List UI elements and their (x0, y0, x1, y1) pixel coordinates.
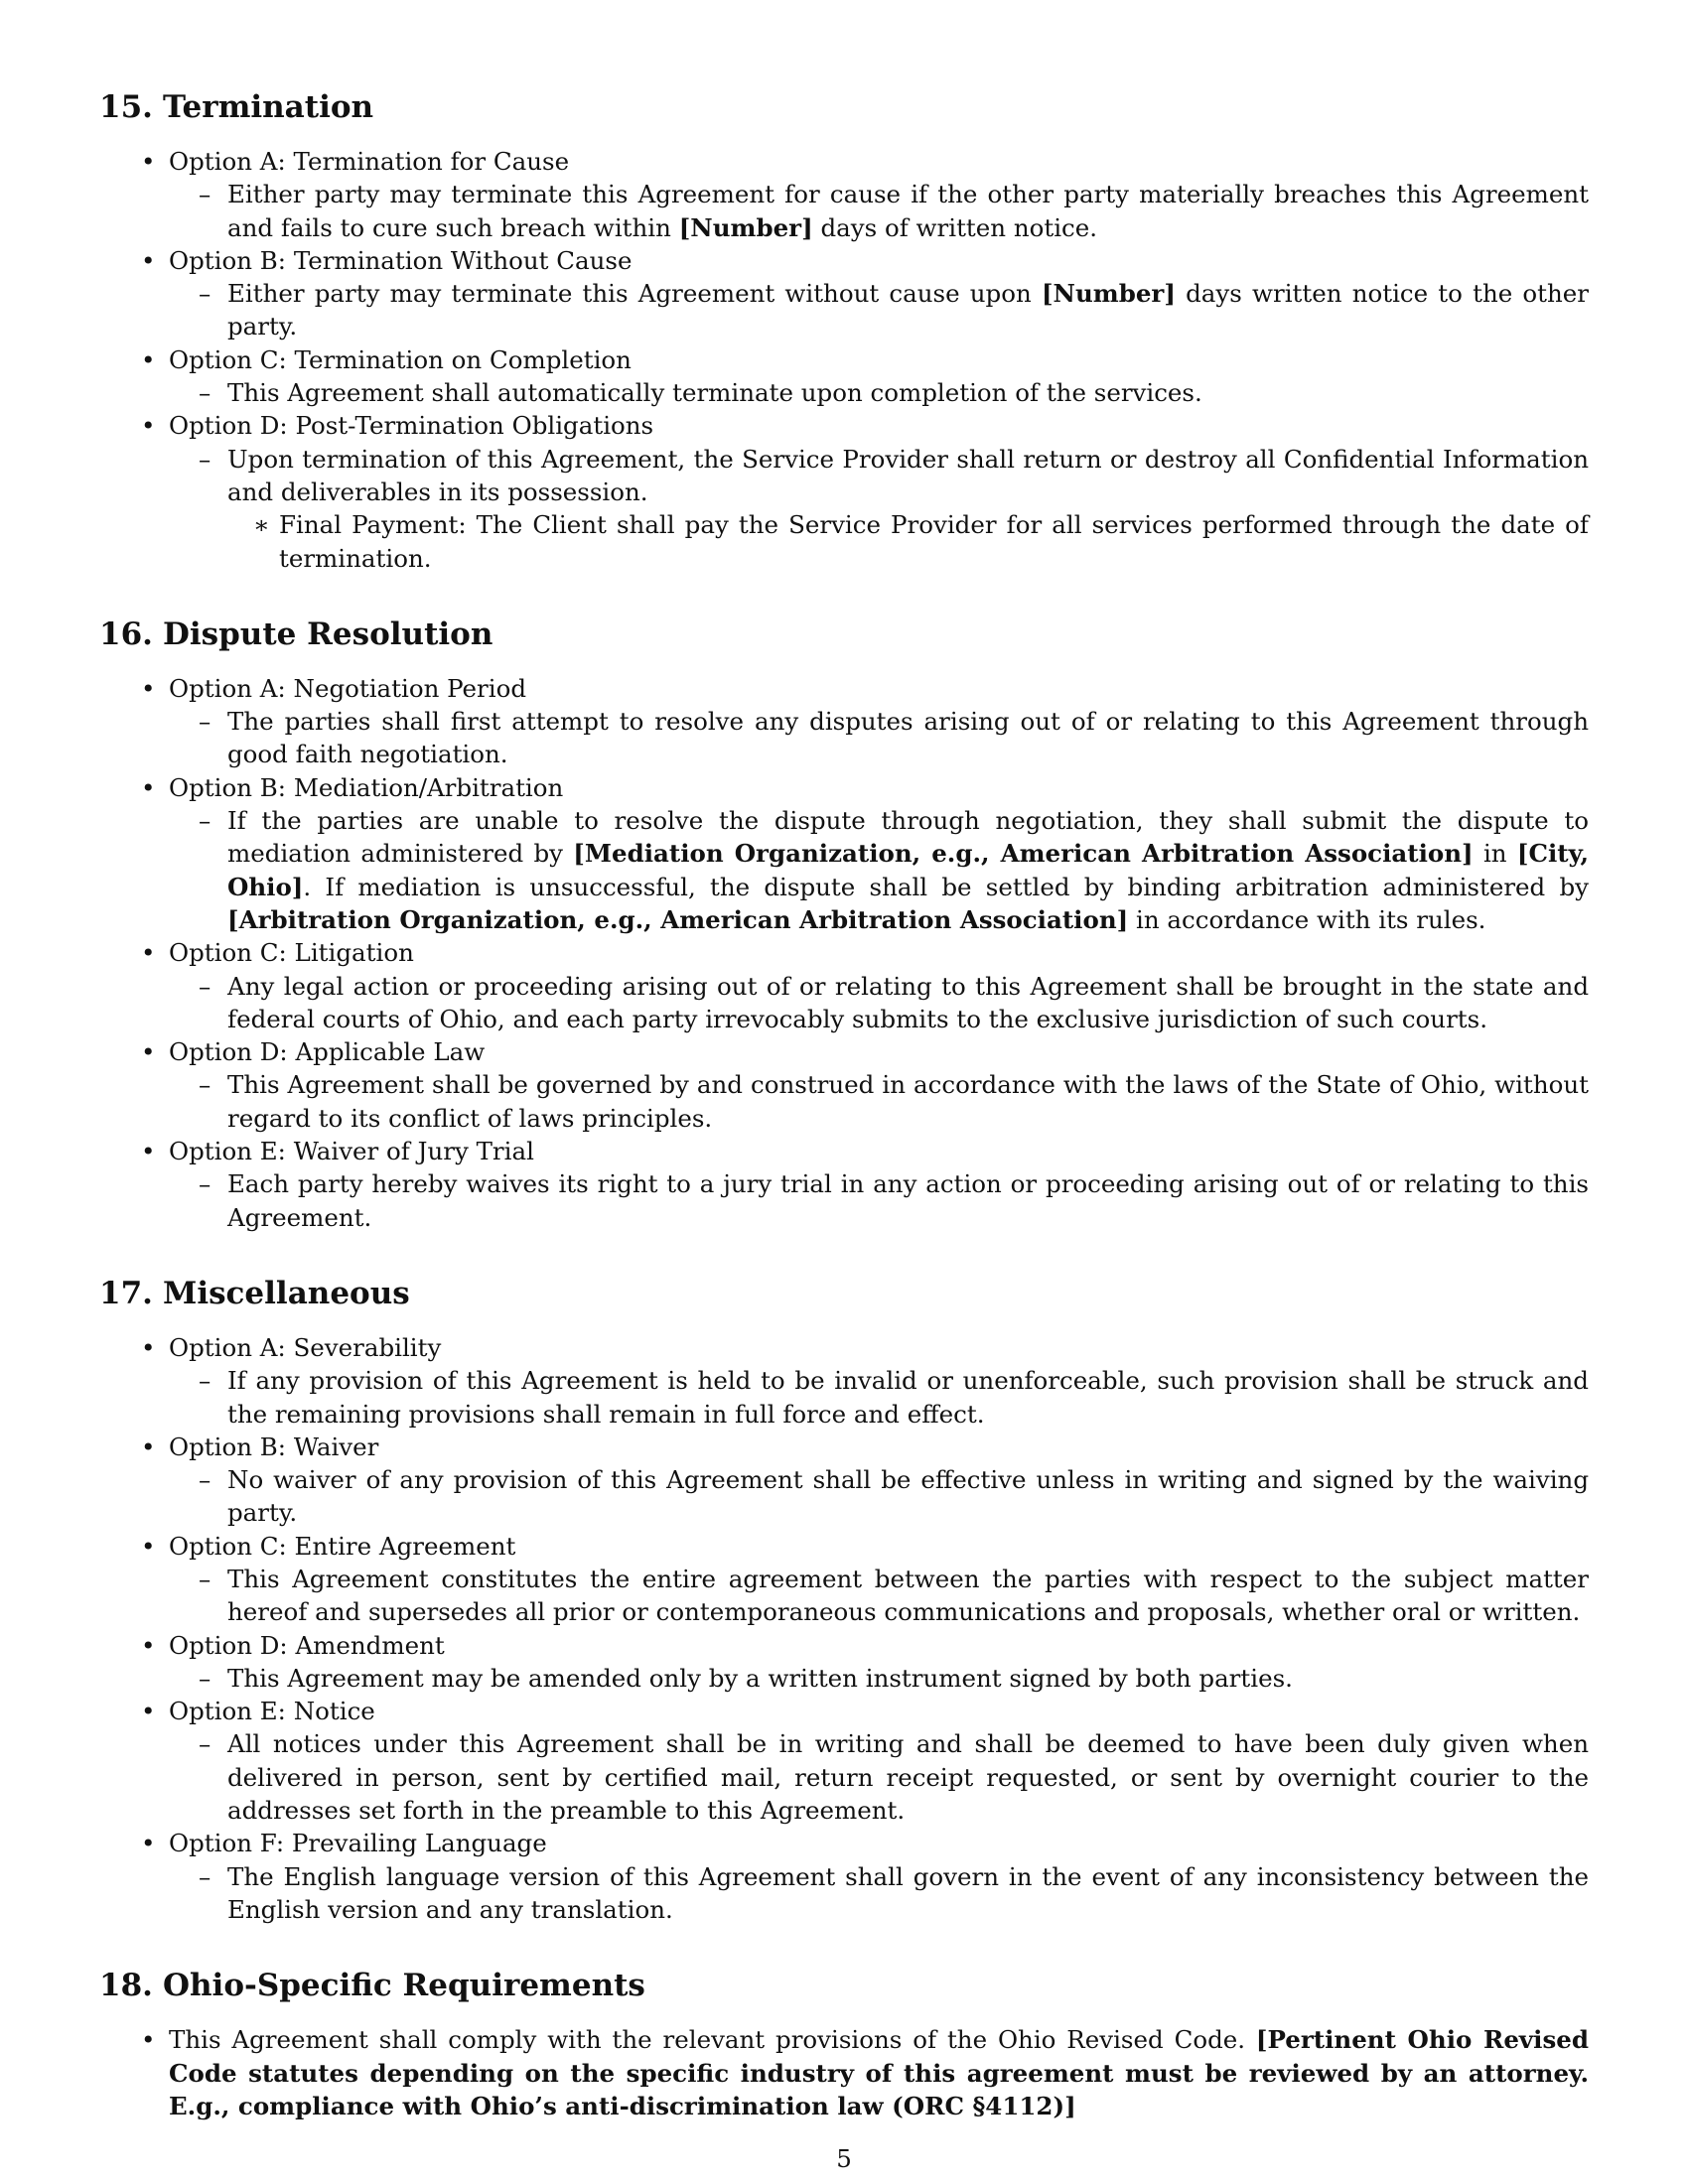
dash-icon: – (199, 444, 211, 474)
option-list (99, 672, 1589, 1234)
option-item: • Option A: Termination for Cause (99, 145, 1589, 178)
option-detail: – No waiver of any provision of this Agreement shall be effective unless in writing and signed by the waiving party. (199, 1465, 1589, 1528)
option-list (99, 2023, 1589, 2122)
option-item: • Option B: Termination Without Cause (99, 244, 1589, 277)
option-item: • Option C: Termination on Completion (99, 343, 1589, 376)
bullet-icon: • (141, 245, 156, 275)
bullet-icon: • (141, 772, 156, 802)
option-item: • Option E: Notice (99, 1695, 1589, 1727)
page-number: 5 (836, 2144, 852, 2173)
bullet-icon: • (141, 411, 156, 441)
asterisk-icon: ∗ (253, 510, 270, 540)
option-detail: – This Agreement shall be governed by and construed in accordance with the laws of the State of Ohio, without regard to its conflict of laws principles. (199, 1070, 1589, 1133)
bullet-icon: • (141, 1332, 156, 1362)
option-item: • This Agreement shall comply with the relevant provisions of the Ohio Revised Code. [Pertinent Ohio Revised Code statutes depending on the specific industry of this agreement must be reviewed by an attorney. E.g., compliance with Ohio’s anti-discrimination law (ORC §4112)] (141, 2025, 1589, 2120)
dash-icon: – (199, 1169, 211, 1199)
bullet-icon: • (141, 1630, 156, 1660)
option-item: • Option B: Mediation/Arbitration (99, 771, 1589, 804)
option-detail: – Each party hereby waives its right to a jury trial in any action or proceeding arising out of or relating to this Agreement. (199, 1169, 1589, 1232)
bullet-icon: • (141, 147, 156, 176)
option-subdetail: ∗ Final Payment: The Client shall pay the Service Provider for all services performed through the date of termination. (253, 510, 1589, 573)
bullet-icon: • (141, 1432, 156, 1461)
dash-icon: – (199, 378, 211, 408)
dash-icon: – (199, 1663, 211, 1693)
option-detail: – The English language version of this Agreement shall govern in the event of any inconsistency between the English version and any translation. (199, 1861, 1589, 1924)
dash-icon: – (199, 1564, 211, 1593)
option-detail: – Any legal action or proceeding arising out of or relating to this Agreement shall be brought in the state and federal courts of Ohio, and each party irrevocably submits to the exclusive jurisdiction of such courts. (199, 971, 1589, 1033)
dash-icon: – (199, 1729, 211, 1759)
bullet-icon: • (141, 344, 156, 374)
dash-icon: – (199, 806, 211, 836)
section-miscellaneous (99, 1274, 1589, 1926)
option-item: • Option D: Amendment (99, 1629, 1589, 1662)
bullet-icon: • (141, 1829, 156, 1858)
option-item: • Option D: Applicable Law (99, 1035, 1589, 1068)
section-ohio-requirements (99, 1966, 1589, 2122)
bullet-icon: • (141, 2025, 156, 2055)
option-item: • Option E: Waiver of Jury Trial (99, 1135, 1589, 1167)
bullet-icon: • (141, 1697, 156, 1726)
option-item: • Option B: Waiver (99, 1431, 1589, 1463)
bullet-icon: • (141, 1531, 156, 1561)
option-item: • Option D: Post-Termination Obligations (99, 409, 1589, 442)
dash-icon: – (199, 971, 211, 1001)
section-heading: 16. Dispute Resolution (99, 615, 493, 652)
option-detail: – If the parties are unable to resolve the dispute through negotiation, they shall submit the dispute to mediation administered by [Mediation Organization, e.g., American Arbitration Association] in [City, Ohio]. If mediation is unsuccessful, the dispute shall be settled by binding arbitration administered by [Arbitration Organization, e.g., American Arbitration Association] in accordance with its rules. (199, 806, 1589, 934)
bullet-icon: • (141, 1137, 156, 1166)
option-detail: – The parties shall first attempt to resolve any disputes arising out of or relating to this Agreement through good faith negotiation. (199, 707, 1589, 769)
section-termination (99, 87, 1589, 575)
bullet-icon: • (141, 1037, 156, 1067)
dash-icon: – (199, 180, 211, 209)
option-detail: – This Agreement shall automatically terminate upon completion of the services. (99, 376, 1589, 409)
dash-icon: – (199, 1366, 211, 1396)
option-item: • Option A: Severability (99, 1331, 1589, 1364)
dash-icon: – (199, 1070, 211, 1100)
bullet-icon: • (141, 673, 156, 703)
option-detail: – If any provision of this Agreement is held to be invalid or unenforceable, such provision shall be struck and the remaining provisions shall remain in full force and effect. (199, 1366, 1589, 1429)
option-detail: – This Agreement may be amended only by a written instrument signed by both parties. (99, 1662, 1589, 1695)
option-detail: – All notices under this Agreement shall be in writing and shall be deemed to have been duly given when delivered in person, sent by certified mail, return receipt requested, or sent by overnight courier to the addresses set forth in the preamble to this Agreement. (199, 1729, 1589, 1826)
option-item: • Option F: Prevailing Language (99, 1827, 1589, 1859)
dash-icon: – (199, 1861, 211, 1891)
dash-icon: – (199, 279, 211, 309)
option-list (99, 145, 1589, 575)
document-page (99, 87, 1589, 2162)
option-item: • Option A: Negotiation Period (99, 672, 1589, 705)
bullet-icon: • (141, 938, 156, 968)
dash-icon: – (199, 1465, 211, 1495)
section-heading: 18. Ohio-Specific Requirements (99, 1968, 645, 2004)
section-heading: 15. Termination (99, 89, 374, 125)
option-detail: – Upon termination of this Agreement, the Service Provider shall return or destroy all Confidential Information and deliverables in its possession. (199, 444, 1589, 506)
option-detail: – Either party may terminate this Agreement without cause upon [Number] days written notice to the other party. (199, 279, 1590, 341)
dash-icon: – (199, 707, 211, 737)
option-item: • Option C: Litigation (99, 936, 1589, 969)
option-list (99, 1331, 1589, 1926)
option-item: • Option C: Entire Agreement (99, 1530, 1589, 1563)
option-detail: – This Agreement constitutes the entire agreement between the parties with respect to the subject matter hereof and supersedes all prior or contemporaneous communications and proposals, whether oral or written. (199, 1564, 1589, 1627)
option-detail: – Either party may terminate this Agreement for cause if the other party materially breaches this Agreement and fails to cure such breach within [Number] days of written notice. (199, 180, 1589, 242)
section-dispute-resolution (99, 614, 1589, 1234)
section-heading: 17. Miscellaneous (99, 1275, 410, 1311)
